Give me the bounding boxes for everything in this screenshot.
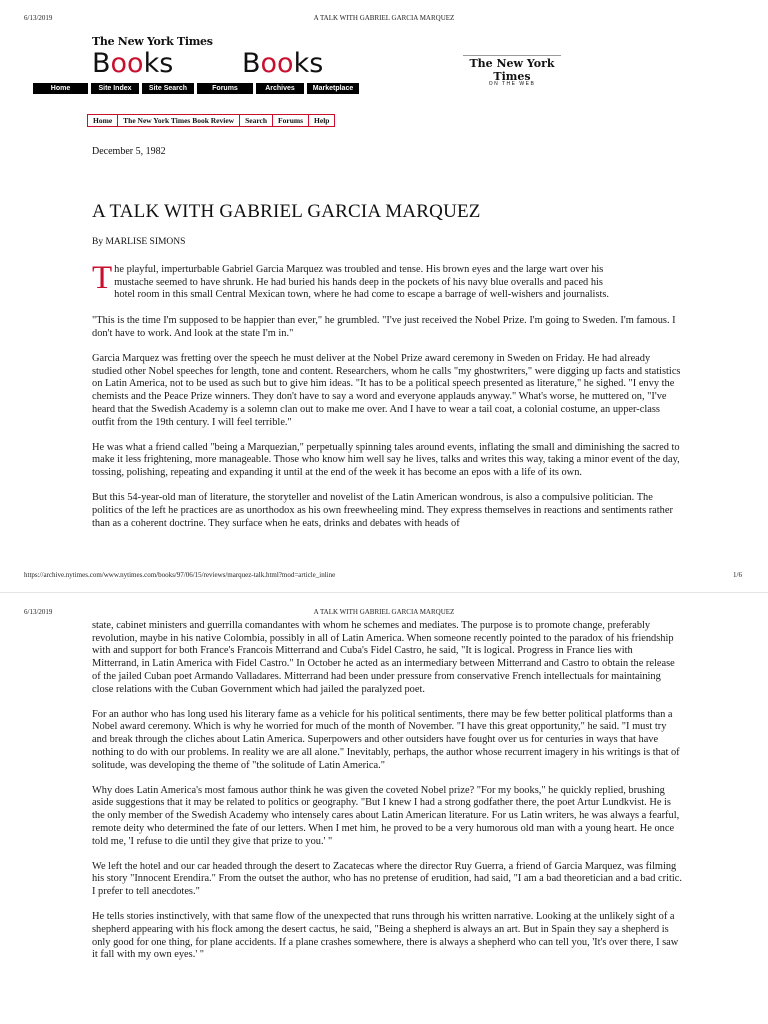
print-header-date-page2: 6/13/2019 [24,608,53,616]
web-logo-rule [463,55,561,56]
nav-forums[interactable]: Forums [197,83,253,94]
nav-marketplace[interactable]: Marketplace [307,83,359,94]
nav-archives[interactable]: Archives [256,83,304,94]
print-header-title-page2: A TALK WITH GABRIEL GARCIA MARQUEZ [313,608,455,616]
nav-home[interactable]: Home [33,83,88,94]
article-byline: By MARLISE SIMONS [92,237,186,247]
paragraph-2: "This is the time I'm supposed to be happier than ever," he grumbled. "I've just received the Nobel Prize. I'm going to Sweden. I'm famous. I don't have to work. And look at the state I'm in." [92,315,676,339]
paragraph-3: Garcia Marquez was fretting over the speech he must deliver at the Nobel Prize award ceremony in Sweden on Friday. He had already studied other Nobel speeches for length, tone and content. Researchers, whom he calls "my ghostwriters," were digging up facts and statistics on Latin America, not to be used as such but to give him ideas. "It has to be a political speech presented as literature," he sighed. "I envy the chemists and the Peace Prize winners. They don't have to say a word and everyone applauds anyway." What's worse, he muttered on, "I've heard that the Swedish Academy is a solemn clan out to make me over. And I have to wear a tail coat, a colonial costume, an upper-class outfit from the 19th century. I will feel terrible." [92,353,681,428]
subnav-home[interactable]: Home [87,114,118,127]
subnav-book-review[interactable]: The New York Times Book Review [117,114,240,127]
nyt-logo[interactable]: The New York Times [92,35,213,48]
paragraph-1-line-3: hotel room in this small Central Mexican town, where he had come to escape a barrage of well-wishers and journalists. [114,289,610,301]
print-footer-page: 1/6 [733,571,742,579]
books-logo-left[interactable]: Books [92,48,174,79]
page-separator [0,592,768,593]
paragraph-1-line-1: he playful, imperturbable Gabriel Garcia Marquez was troubled and tense. His brown eyes and the large wart over his [114,264,604,275]
article-date: December 5, 1982 [92,146,166,157]
subnav-forums[interactable]: Forums [272,114,309,127]
subnav-help[interactable]: Help [308,114,335,127]
paragraph-5: But this 54-year-old man of literature, the storyteller and novelist of the Latin American wondrous, is also a compulsive politician. The politics of the left he practices are as unorthodox as his own freewheeling mind. They express themselves in reactions and sentiments rather than as a coherent doctrine. They surface when he eats, drinks and debates with heads of [92,492,673,529]
site-nav [33,83,359,94]
subnav-search[interactable]: Search [239,114,273,127]
paragraph-4: He was what a friend called "being a Marquezian," perpetually spinning tales around events, inflating the small and diminishing the sacred to make it less frightening, more manageable. Those who know him well say he lives, talks and writes this way, taking a minor event of the day, tossing, polishing, repeating and expanding it until at the end of the week it has become an epos with a life of its own. [92,441,680,479]
nav-site-index[interactable]: Site Index [91,83,139,94]
print-header-date: 6/13/2019 [24,14,53,22]
nyt-on-the-web-logo[interactable]: The New York Times ON THE WEB [469,57,555,87]
paragraph-9: He tells stories instinctively, with that same flow of the unexpected that runs through his written narrative. Looking at the unlikely sight of a shepherd appearing with his flock among the desert cactus, he said, "Being a shepherd is always an art. But in Spain they say a shepherd is only good for one thing, for plane accidents. If a plane crashes somewhere, there is always a shepherd who can tell you, 'It's over there, I saw it fall with my own eyes.' " [92,911,679,961]
book-review-nav [87,114,334,127]
print-header-title: A TALK WITH GABRIEL GARCIA MARQUEZ [313,14,455,22]
drop-cap: T [92,264,113,296]
paragraph-8: We left the hotel and our car headed through the desert to Zacatecas where the director Ruy Guerra, a friend of Garcia Marquez, was filming his story "Innocent Erendira." From the outset the author, who has no pretense of erudition, had said, "I am a bad theoretician and a bad critic. I prefer to tell anecdotes." [92,860,682,898]
nav-site-search[interactable]: Site Search [142,83,194,94]
article-body-page2 [92,620,682,1024]
paragraph-6: For an author who has long used his literary fame as a vehicle for his political sentiments, there may be few better political platforms than a Nobel award ceremony. Which is why he worried for much of the month of November. "I have this great opportunity," he said. "I must try and break through the cliches about Latin America. Superpowers and other outsiders have fought over us for centuries in ways that have nothing to do with our problems. In reality we are all alone." Inevitably, perhaps, the author whose recurrent imagery in his writings is that of solitude, was developing the theme of "the solitude of Latin America." [92,708,680,771]
paragraph-7: Why does Latin America's most famous author think he was given the coveted Nobel prize? "For my books," he quickly replied, brushing aside suggestions that it may be related to politics or geography. "But I knew I had a strong godfather there, the poet Artur Lundkvist. He is the only member of the Swedish Academy who intensely cares about Latin American literature. For us Latin writers, he was always a fearful, remote deity who determined the fate of our letters. When I met him, he proved to be a very humorous old man with a young heart. He once told me, 'I refuse to die until they give that prize to you.' " [92,784,680,847]
paragraph-5-continued: state, cabinet ministers and guerrilla comandantes with whom he schemes and mediates. The purpose is to promote change, preferably revolution, maybe in his native Colombia, possibly in all of Latin America. When someone recently pointed to the paradox of his friendship with and support for both France's Francois Mitterrand and Cuba's Fidel Castro, he said, "It is logical. Progress in France lies with Mitterrand, in Latin America with Fidel Castro." In October he acted as an intermediary between Mitterrand and Castro to obtain the release of the jailed Cuban poet Armando Valladares. Mitterrand had been under pressure from conservative French intellectuals for maintaining close relations with the Cuban Government which had jailed the paralyzed poet. [92,620,675,695]
paragraph-1-line-2: mustache seemed to have shrunk. He had buried his hands deep in the pockets of his navy blue overalls and paced his [114,276,603,288]
books-logo-right[interactable]: Books [242,48,324,79]
article-title: A TALK WITH GABRIEL GARCIA MARQUEZ [92,201,481,222]
article-body-page1 [92,264,682,562]
print-footer-url[interactable]: https://archive.nytimes.com/www.nytimes.com/books/97/06/15/reviews/marquez-talk.html?mod=article_inline [24,571,336,579]
